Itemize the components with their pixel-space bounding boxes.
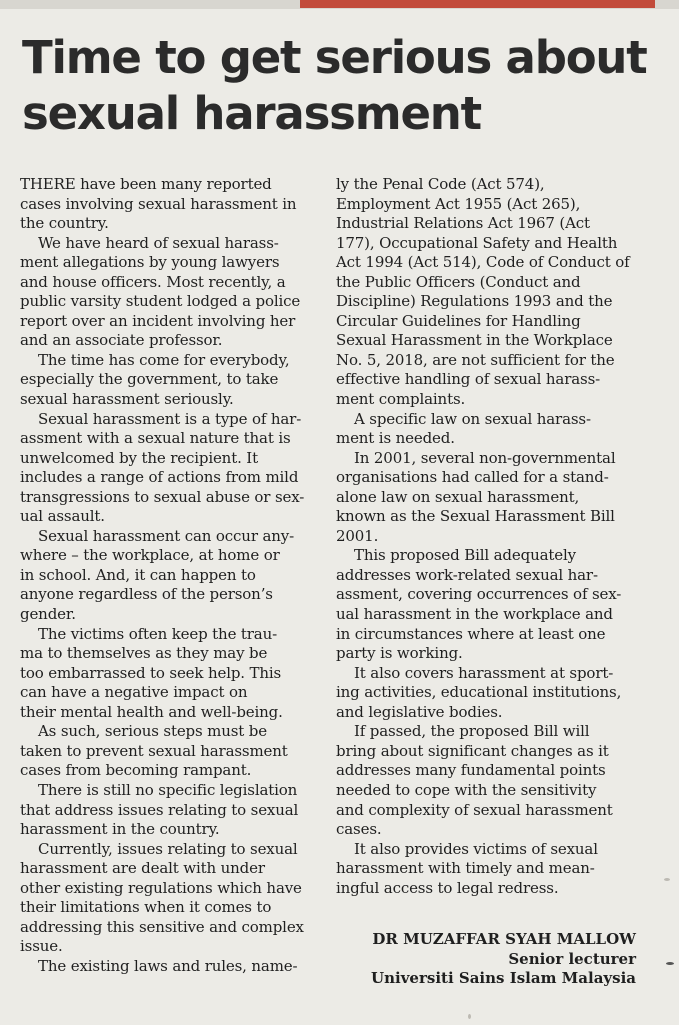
text-line: ment complaints. [336,390,466,409]
text-line: organisations had called for a stand- [336,468,609,487]
text-line: bring about significant changes as it [336,741,609,760]
text-line: anyone regardless of the person’s [20,585,273,604]
print-speck [666,962,674,965]
text-line: unwelcomed by the recipient. It [20,448,258,467]
text-line: where – the workplace, at home or [20,546,280,565]
text-line: THERE have been many reported [20,175,272,193]
text-line: can have a negative impact on [20,683,248,702]
text-line: Currently, issues relating to sexual [38,839,298,858]
headline-line: sexual harassment [22,87,481,140]
text-line: ly the Penal Code (Act 574), [336,175,545,193]
text-line: ment allegations by young lawyers [20,253,280,272]
text-line: ual harassment in the workplace and [336,605,613,624]
text-line: sexual harassment seriously. [20,390,234,409]
text-line: and legislative bodies. [336,702,503,721]
print-speck [664,878,670,881]
headline-line: Time to get serious about [22,31,647,84]
text-line: needed to cope with the sensitivity [336,780,597,799]
print-speck [468,1014,471,1019]
text-line: harassment with timely and mean- [336,859,595,878]
author-institution: Universiti Sains Islam Malaysia [371,969,636,987]
text-line: assment with a sexual nature that is [20,429,291,448]
text-line: In 2001, several non-governmental [354,448,616,467]
author-name: DR MUZAFFAR SYAH MALLOW [372,930,636,948]
text-line: ma to themselves as they may be [20,644,268,663]
text-line: addresses work-related sexual har- [336,565,598,584]
text-line: A specific law on sexual harass- [354,409,591,428]
text-line: Employment Act 1955 (Act 265), [336,194,581,213]
text-line: report over an incident involving her [20,311,296,330]
text-line: other existing regulations which have [20,878,302,897]
text-line: harassment are dealt with under [20,859,265,878]
text-line: ual assault. [20,507,105,526]
text-line: Act 1994 (Act 514), Code of Conduct of [336,253,630,272]
text-line: especially the government, to take [20,370,279,389]
text-line: known as the Sexual Harassment Bill [336,507,615,526]
text-line: assment, covering occurrences of sex- [336,585,622,604]
text-line: The victims often keep the trau- [38,624,278,643]
text-line: that address issues relating to sexual [20,800,299,819]
text-line: No. 5, 2018, are not sufficient for the [336,350,615,369]
byline [336,930,636,989]
text-line: in school. And, it can happen to [20,565,256,584]
text-line: their mental health and well-being. [20,702,283,721]
left-column [20,175,320,976]
text-line: and house officers. Most recently, a [20,272,286,291]
text-line: gender. [20,605,76,624]
text-line: addresses many fundamental points [336,761,606,780]
text-line: Industrial Relations Act 1967 (Act [336,214,590,233]
text-line: If passed, the proposed Bill will [354,722,590,741]
text-line: effective handling of sexual harass- [336,370,601,389]
text-line: Circular Guidelines for Handling [336,311,581,330]
text-line: cases from becoming rampant. [20,761,252,780]
text-line: includes a range of actions from mild [20,468,299,487]
text-line: the country. [20,214,109,233]
text-line: Sexual Harassment in the Workplace [336,331,613,350]
text-line: alone law on sexual harassment, [336,487,580,506]
page-top-edge [0,0,679,9]
text-line: the Public Officers (Conduct and [336,272,581,291]
text-line: harassment in the country. [20,820,220,839]
text-line: cases. [336,820,382,839]
section-color-bar [300,0,655,8]
text-line: addressing this sensitive and complex [20,917,304,936]
text-line: ing activities, educational institutions, [336,683,622,702]
text-line: The existing laws and rules, name- [38,956,298,975]
text-line: Sexual harassment is a type of har- [38,409,302,428]
text-line: cases involving sexual harassment in [20,194,297,213]
text-line: transgressions to sexual abuse or sex- [20,487,305,506]
text-line: party is working. [336,644,463,663]
text-line: too embarrassed to seek help. This [20,663,282,682]
text-line: public varsity student lodged a police [20,292,301,311]
text-line: and an associate professor. [20,331,223,350]
text-line: and complexity of sexual harassment [336,800,613,819]
text-line: 2001. [336,526,379,545]
text-line: This proposed Bill adequately [354,546,576,565]
text-line: 177), Occupational Safety and Health [336,233,618,252]
text-line: The time has come for everybody, [38,350,290,369]
text-line: As such, serious steps must be [38,722,267,741]
text-line: ment is needed. [336,429,455,448]
text-line: their limitations when it comes to [20,898,272,917]
text-line: issue. [20,937,63,956]
text-line: Sexual harassment can occur any- [38,526,295,545]
text-line: taken to prevent sexual harassment [20,741,288,760]
text-line: Discipline) Regulations 1993 and the [336,292,613,311]
headline [22,30,662,142]
text-line: We have heard of sexual harass- [38,233,279,252]
text-line: It also covers harassment at sport- [354,663,614,682]
right-column [336,175,651,898]
text-line: It also provides victims of sexual [354,839,598,858]
text-line: ingful access to legal redress. [336,878,559,897]
text-line: in circumstances where at least one [336,624,606,643]
text-line: There is still no specific legislation [38,780,298,799]
author-role: Senior lecturer [508,949,636,968]
